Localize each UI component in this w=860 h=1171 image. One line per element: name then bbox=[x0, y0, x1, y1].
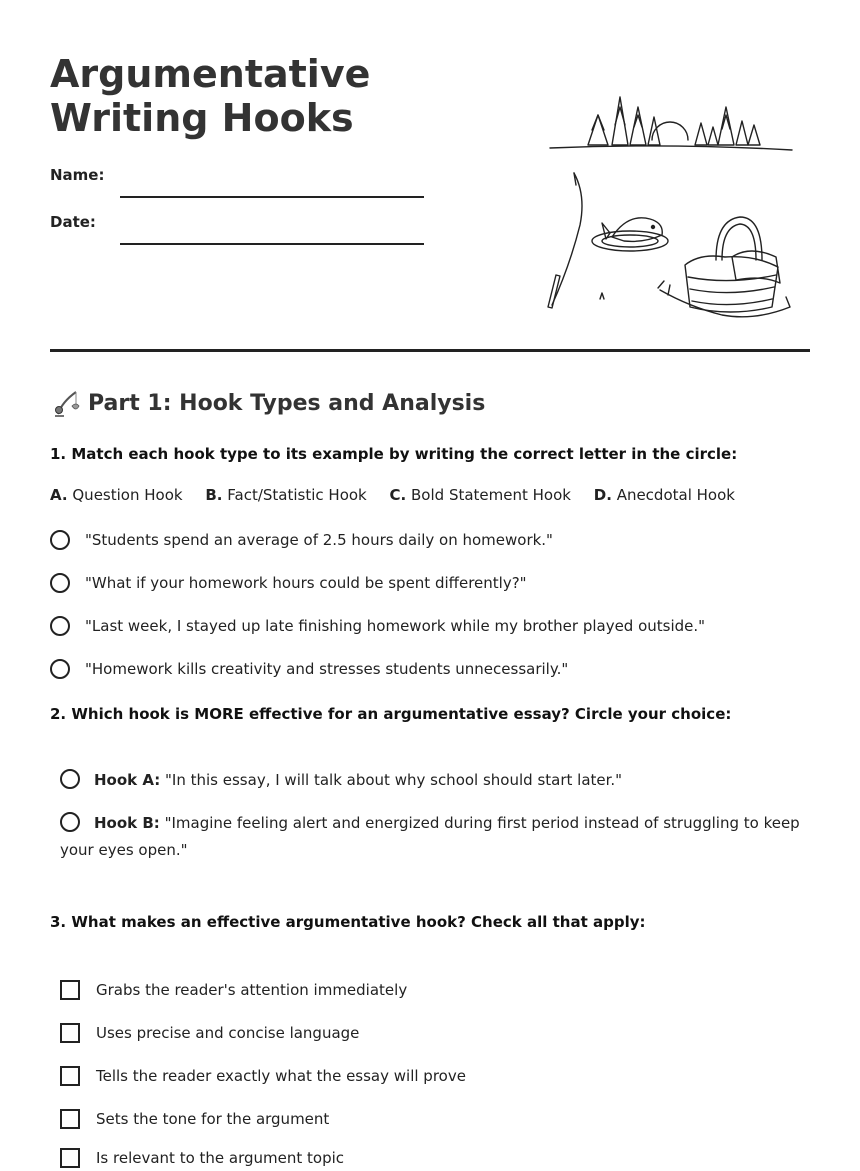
legend-item-a: A. Question Hook bbox=[50, 486, 183, 504]
choice-circle-b[interactable] bbox=[60, 812, 80, 832]
checklist-item bbox=[60, 1020, 800, 1046]
checkbox[interactable] bbox=[60, 1109, 80, 1129]
question-3-prompt: 3. What makes an effective argumentative hook? Check all that apply: bbox=[50, 913, 646, 931]
match-row bbox=[50, 570, 810, 596]
checklist-item bbox=[60, 1106, 800, 1132]
checklist-label: Tells the reader exactly what the essay will prove bbox=[96, 1067, 466, 1085]
question-1-prompt: 1. Match each hook type to its example by writing the correct letter in the circle: bbox=[50, 445, 738, 463]
checklist-label: Sets the tone for the argument bbox=[96, 1110, 330, 1128]
hook-b-text: "Imagine feeling alert and energized during first period instead of struggling to keep your eyes open." bbox=[60, 814, 800, 859]
fishing-picnic-scene-icon bbox=[540, 85, 800, 325]
match-row bbox=[50, 613, 810, 639]
part1-heading: Part 1: Hook Types and Analysis bbox=[88, 390, 486, 416]
name-label: Name: bbox=[50, 166, 105, 184]
checklist-label: Is relevant to the argument topic bbox=[96, 1149, 345, 1167]
hook-a-label: Hook A: bbox=[94, 771, 161, 789]
part1-header bbox=[50, 386, 485, 420]
fishing-rod-icon bbox=[50, 388, 80, 418]
date-field-row bbox=[50, 213, 430, 243]
checkbox[interactable] bbox=[60, 1066, 80, 1086]
checkbox[interactable] bbox=[60, 1023, 80, 1043]
date-input[interactable] bbox=[120, 219, 424, 245]
name-field-row bbox=[50, 166, 430, 196]
checkbox[interactable] bbox=[60, 980, 80, 1000]
hook-example-text: "What if your homework hours could be spent differently?" bbox=[85, 574, 527, 592]
hook-option-a bbox=[60, 767, 805, 794]
checkbox[interactable] bbox=[60, 1148, 80, 1168]
checklist-label: Uses precise and concise language bbox=[96, 1024, 360, 1042]
hook-type-legend bbox=[50, 486, 753, 504]
legend-item-d: D. Anecdotal Hook bbox=[593, 486, 735, 504]
page-title: Argumentative Writing Hooks bbox=[50, 52, 371, 140]
checklist-label: Grabs the reader's attention immediately bbox=[96, 981, 408, 999]
answer-circle[interactable] bbox=[50, 530, 70, 550]
hook-option-b bbox=[60, 810, 805, 864]
checklist-item bbox=[60, 977, 800, 1003]
match-row bbox=[50, 656, 810, 682]
hook-example-text: "Homework kills creativity and stresses students unnecessarily." bbox=[85, 660, 569, 678]
hook-example-text: "Students spend an average of 2.5 hours daily on homework." bbox=[85, 531, 553, 549]
hook-example-text: "Last week, I stayed up late finishing homework while my brother played outside." bbox=[85, 617, 706, 635]
choice-circle-a[interactable] bbox=[60, 769, 80, 789]
answer-circle[interactable] bbox=[50, 616, 70, 636]
question-2-prompt: 2. Which hook is MORE effective for an argumentative essay? Circle your choice: bbox=[50, 705, 732, 723]
legend-item-c: C. Bold Statement Hook bbox=[389, 486, 571, 504]
match-row bbox=[50, 527, 810, 553]
name-input[interactable] bbox=[120, 172, 424, 198]
hook-a-text: "In this essay, I will talk about why school should start later." bbox=[165, 771, 623, 789]
answer-circle[interactable] bbox=[50, 659, 70, 679]
checklist-item bbox=[60, 1063, 800, 1089]
answer-circle[interactable] bbox=[50, 573, 70, 593]
checklist-item bbox=[60, 1145, 800, 1171]
section-divider bbox=[50, 349, 810, 352]
date-label: Date: bbox=[50, 213, 96, 231]
legend-item-b: B. Fact/Statistic Hook bbox=[205, 486, 367, 504]
hook-b-label: Hook B: bbox=[94, 814, 160, 832]
